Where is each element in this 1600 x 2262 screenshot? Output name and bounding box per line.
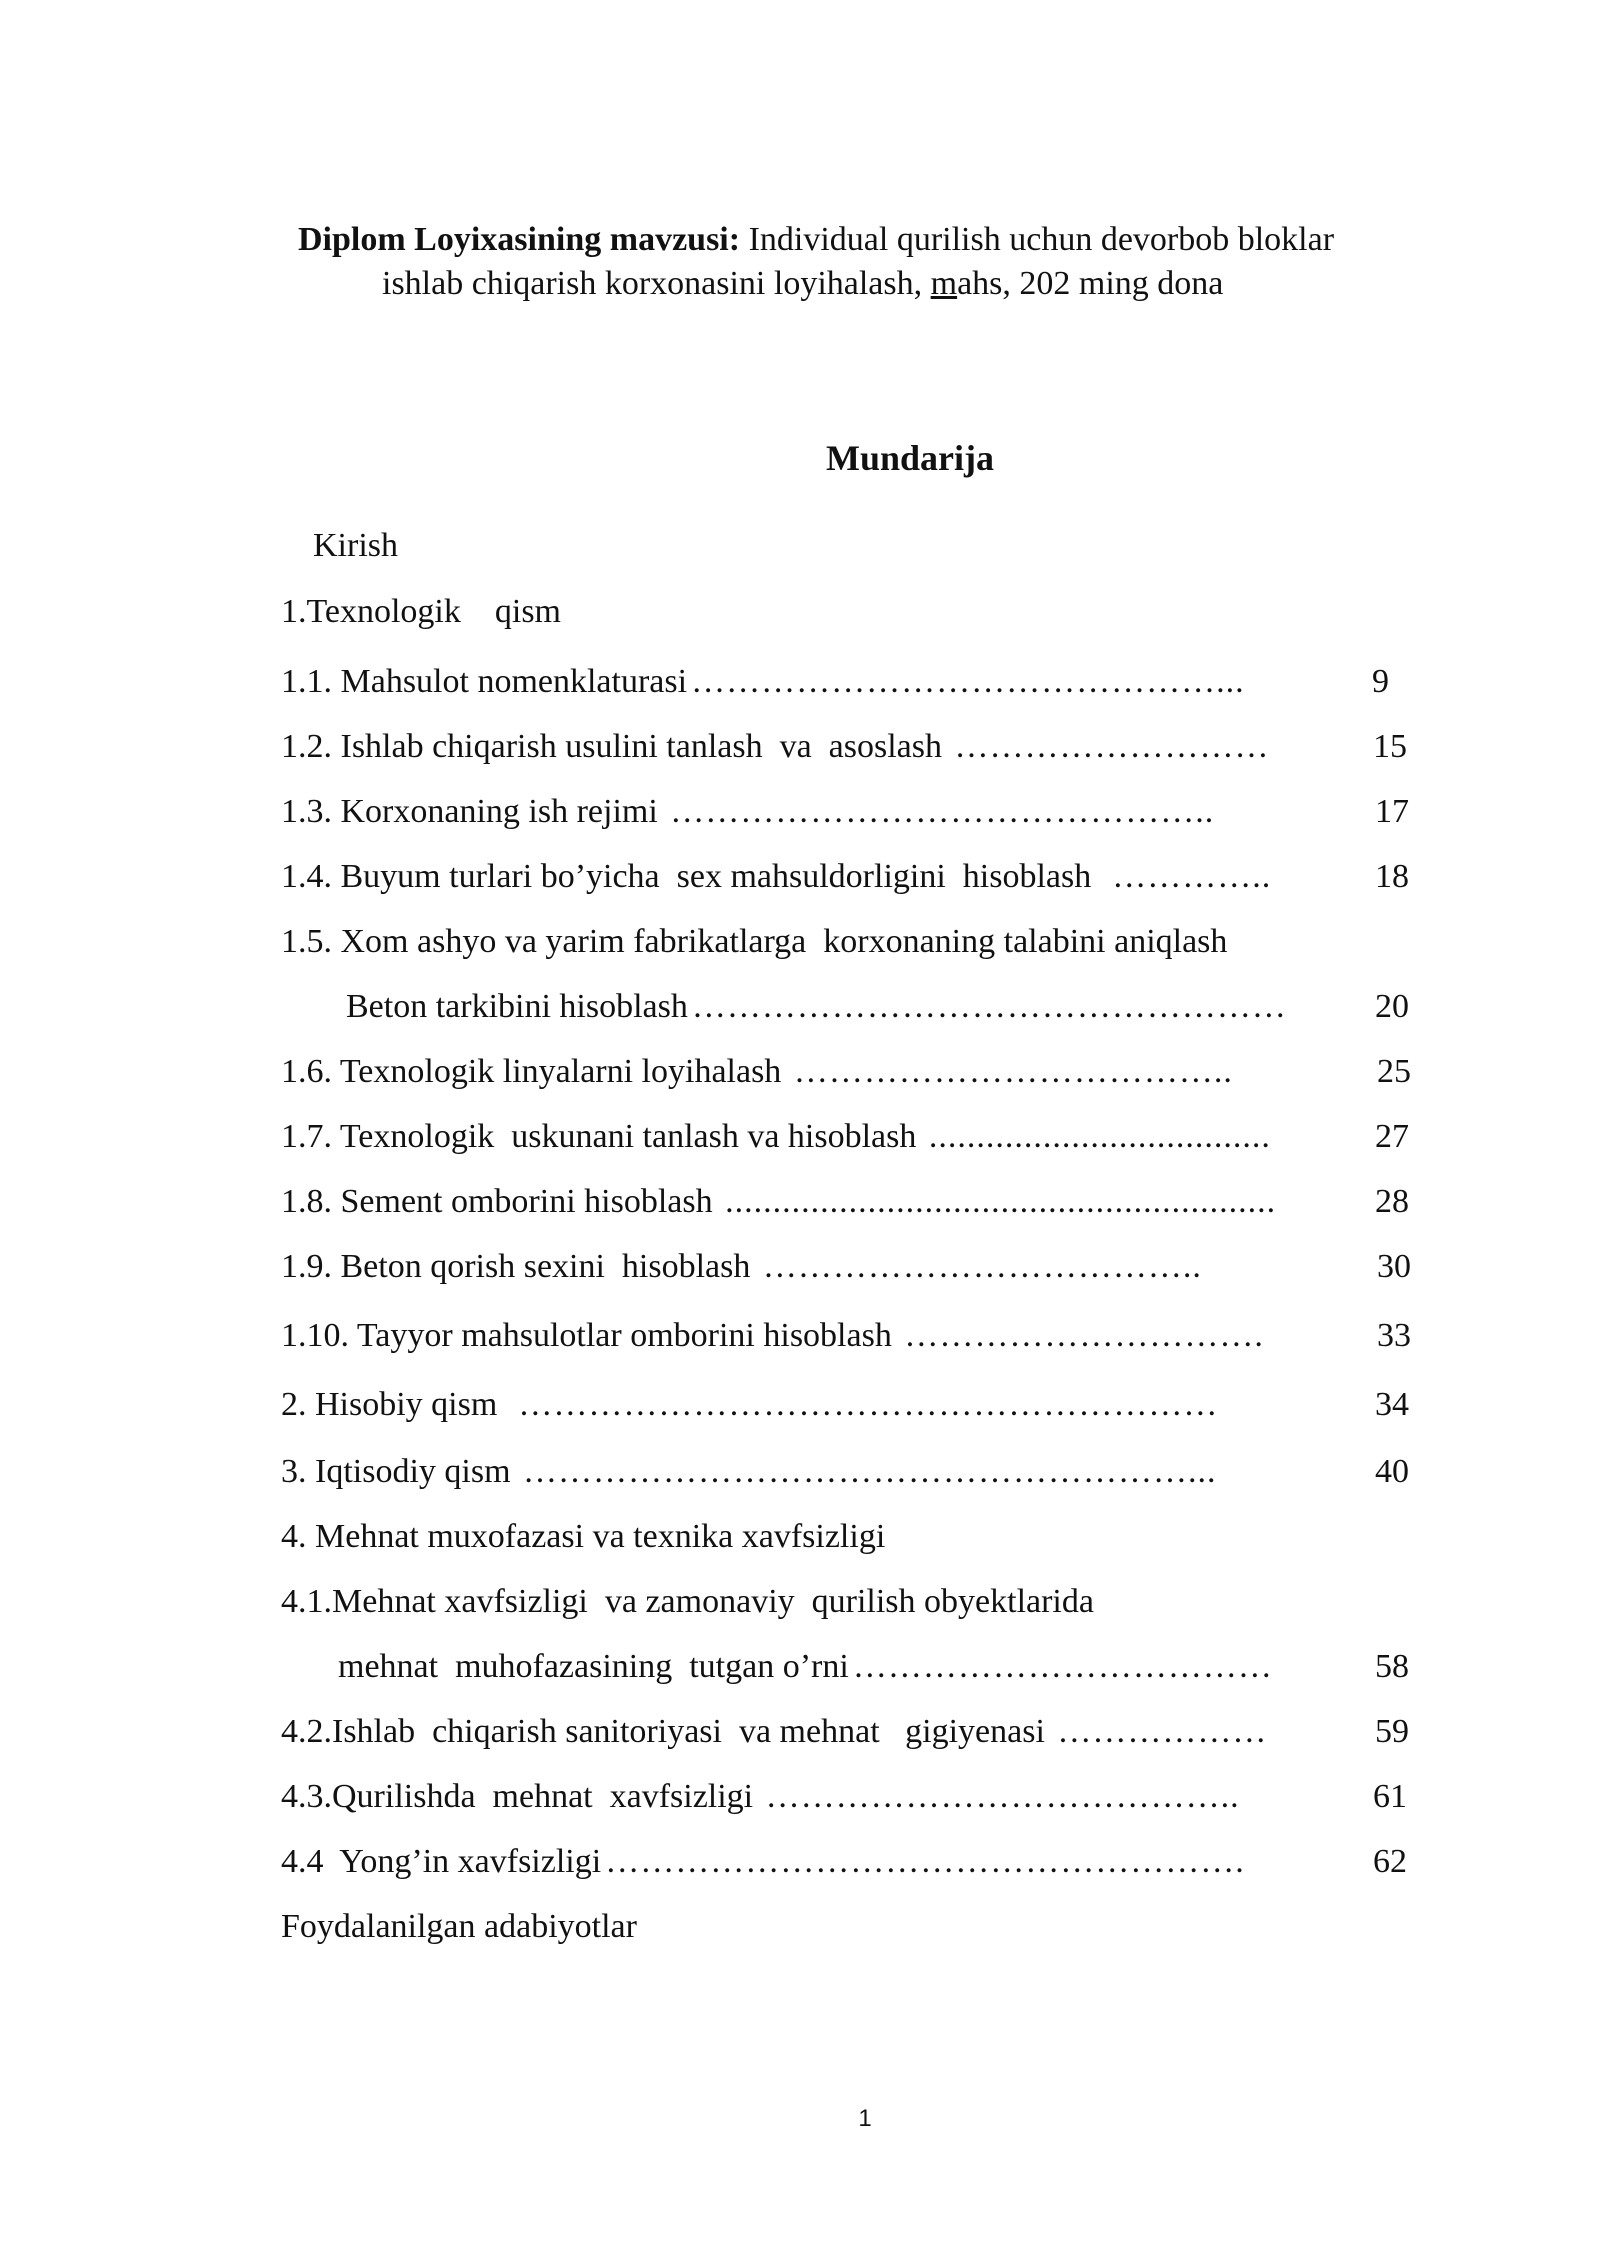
- toc-item-page: 15: [1373, 728, 1407, 765]
- toc-heading: Mundarija: [825, 438, 994, 478]
- toc-item: [346, 985, 1409, 1029]
- toc-item-leader: …………..: [1112, 858, 1272, 895]
- toc-item-title: 3. Iqtisodiy qism: [281, 1453, 520, 1490]
- toc-item-title: 1.6. Texnologik linyalarni loyihalash: [281, 1053, 790, 1090]
- toc-item-page: 33: [1377, 1317, 1411, 1354]
- toc-item-leader: ………………………………………..: [670, 793, 1215, 830]
- toc-item-page: 61: [1373, 1778, 1407, 1815]
- toc-item-page: 59: [1375, 1713, 1409, 1750]
- toc-item-page: 30: [1377, 1248, 1411, 1285]
- topic-text-line1: Individual qurilish uchun devorbob bloklar: [740, 221, 1335, 258]
- toc-item-leader: ………………: [1057, 1713, 1268, 1750]
- toc-section-4: 4. Mehnat muxofazasi va texnika xavfsizligi: [281, 1518, 886, 1555]
- toc-item-leader: ………………………………..: [762, 1248, 1202, 1285]
- toc-item: [281, 1383, 1409, 1427]
- toc-item-title: 4.2.Ishlab chiqarish sanitoriyasi va mehnat gigiyenasi: [281, 1713, 1054, 1750]
- toc-item-leader: ………………………: [954, 728, 1270, 765]
- toc-item-4-1-line1: 4.1.Mehnat xavfsizligi va zamonaviy qurilish obyektlarida: [281, 1583, 1094, 1620]
- toc-item-page: 34: [1375, 1386, 1409, 1423]
- toc-item-title: 2. Hisobiy qism: [281, 1386, 515, 1423]
- toc-item: [281, 725, 1407, 769]
- toc-item-page: 17: [1375, 793, 1409, 830]
- toc-item-title: Beton tarkibini hisoblash: [346, 988, 688, 1025]
- topic-label: Diplom Loyixasining mavzusi:: [298, 221, 741, 258]
- toc-item-title: 1.7. Texnologik uskunani tanlash va hisoblash: [281, 1118, 925, 1155]
- toc-item-1-5-line1: 1.5. Xom ashyo va yarim fabrikatlarga korxonaning talabini aniqlash: [281, 923, 1228, 960]
- toc-item: [338, 1645, 1409, 1689]
- toc-item-page: 27: [1375, 1118, 1409, 1155]
- toc-item-title: mehnat muhofazasining tutgan o’rni: [338, 1648, 849, 1685]
- page-number: 1: [858, 2105, 872, 2132]
- topic-text-underlined: m: [930, 265, 958, 302]
- toc-item-title: 1.10. Tayyor mahsulotlar omborini hisoblash: [281, 1317, 901, 1354]
- toc-item-leader: …………………………………………………...: [523, 1453, 1217, 1490]
- toc-item-title: 1.4. Buyum turlari bo’yicha sex mahsuldorligini hisoblash: [281, 858, 1109, 895]
- toc-item-leader: ……………………………………………….: [605, 1843, 1245, 1880]
- toc-item-page: 58: [1375, 1648, 1409, 1685]
- toc-intro: Kirish: [313, 527, 398, 564]
- toc-item: [281, 1710, 1409, 1754]
- thesis-topic: [298, 218, 1518, 306]
- toc-item-title: 1.8. Sement omborini hisoblash: [281, 1183, 722, 1220]
- toc-item: [281, 1050, 1411, 1094]
- toc-item-page: 9: [1372, 663, 1389, 700]
- toc-item-title: 1.3. Korxonaning ish rejimi: [281, 793, 667, 830]
- toc-item-leader: ..........................................................: [725, 1183, 1277, 1220]
- toc-item-leader: ……………………………………………………: [518, 1386, 1219, 1423]
- toc-item: [281, 1775, 1407, 1819]
- toc-item-title: 1.9. Beton qorish sexini hisoblash: [281, 1248, 759, 1285]
- toc-item-page: 18: [1375, 858, 1409, 895]
- toc-item-page: 28: [1375, 1183, 1409, 1220]
- toc-item-leader: ....................................: [928, 1118, 1271, 1155]
- toc-item-leader: …………………………………..: [765, 1778, 1240, 1815]
- toc-item-page: 62: [1373, 1843, 1407, 1880]
- toc-item-title: 4.3.Qurilishda mehnat xavfsizligi: [281, 1778, 762, 1815]
- toc-item: [281, 1450, 1409, 1494]
- toc-item-leader: ………………………………..: [793, 1053, 1233, 1090]
- toc-item-page: 20: [1375, 988, 1409, 1025]
- toc-item-title: 1.2. Ishlab chiqarish usulini tanlash va asoslash: [281, 728, 951, 765]
- toc-item-page: 25: [1377, 1053, 1411, 1090]
- toc-item: [281, 1115, 1409, 1159]
- toc-item-leader: ………………………………………...: [691, 663, 1245, 700]
- toc-section-1: 1.Texnologik qism: [281, 593, 562, 630]
- topic-text-line2a: ishlab chiqarish korxonasini loyihalash,: [382, 265, 931, 302]
- toc-item: [281, 1314, 1411, 1358]
- toc-item-leader: ……………………………………………: [691, 988, 1287, 1025]
- toc-item-leader: ………………………………: [852, 1648, 1273, 1685]
- topic-text-line2b: ahs, 202 ming dona: [957, 265, 1224, 302]
- toc-item: [281, 660, 1389, 704]
- toc-references: Foydalanilgan adabiyotlar: [281, 1908, 637, 1945]
- toc-item: [281, 1245, 1411, 1289]
- toc-item-title: 4.4 Yong’in xavfsizligi: [281, 1843, 602, 1880]
- toc-item-title: 1.1. Mahsulot nomenklaturasi: [281, 663, 688, 700]
- toc-item-page: 40: [1375, 1453, 1409, 1490]
- toc-item-leader: ………………………….: [904, 1317, 1264, 1354]
- toc-item: [281, 1180, 1409, 1224]
- toc-item: [281, 855, 1409, 899]
- toc-item: [281, 790, 1409, 834]
- toc-item: [281, 1840, 1407, 1884]
